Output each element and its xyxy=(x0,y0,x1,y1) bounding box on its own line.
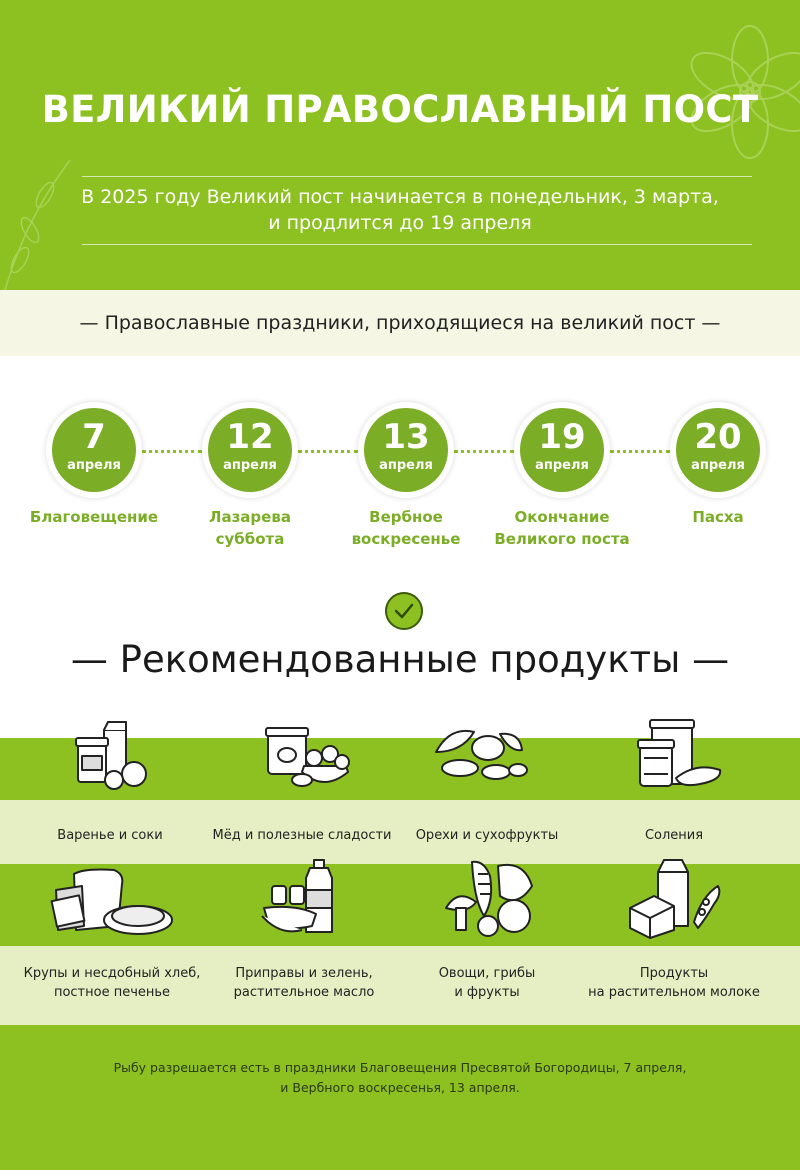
holiday-name-line: Благовещение xyxy=(29,508,159,526)
subtitle xyxy=(0,184,800,236)
plant-milk-icon xyxy=(624,856,724,940)
timeline-connector xyxy=(298,450,358,453)
honey-sweets-icon xyxy=(258,722,354,794)
product-label-line: растительное масло xyxy=(233,985,375,1000)
product-label-line: Продукты xyxy=(639,966,709,981)
footer-line-1: Рыбу разрешается есть в праздники Благовещения Пресвятой Богородицы, 7 апреля, xyxy=(113,1060,687,1075)
divider-top xyxy=(82,176,752,177)
date-badge xyxy=(676,408,760,492)
product-label xyxy=(204,964,404,1002)
holiday-name-line: Пасха xyxy=(692,508,744,526)
bread-cereal-icon xyxy=(44,868,176,940)
date-day: 19 xyxy=(538,417,586,457)
timeline-connector xyxy=(142,450,202,453)
timeline-connector xyxy=(454,450,514,453)
date-badge xyxy=(520,408,604,492)
date-month: апреля xyxy=(223,458,277,473)
date-day: 7 xyxy=(82,417,106,457)
jam-juice-icon xyxy=(72,718,156,794)
date-badge xyxy=(52,408,136,492)
holiday-name-line: Великого поста xyxy=(494,530,630,548)
date-month: апреля xyxy=(379,458,433,473)
date-circle xyxy=(46,402,142,498)
date-month: апреля xyxy=(67,458,121,473)
page-title: ВЕЛИКИЙ ПРАВОСЛАВНЫЙ ПОСТ xyxy=(41,88,759,131)
holiday-name xyxy=(175,506,325,550)
footer-line-2: и Вербного воскресенья, 13 апреля. xyxy=(280,1080,520,1095)
product-label-line: Варенье и соки xyxy=(57,828,163,843)
product-label xyxy=(10,826,210,845)
product-label-line: постное печенье xyxy=(53,985,171,1000)
date-circle xyxy=(670,402,766,498)
product-label-line: Мёд и полезные сладости xyxy=(212,828,392,843)
subtitle-line-2: и продлится до 19 апреля xyxy=(268,212,532,234)
holiday-name-line: Вербное xyxy=(369,508,443,526)
holiday-name xyxy=(643,506,793,528)
product-label xyxy=(387,826,587,845)
timeline-connector xyxy=(610,450,670,453)
holiday-name xyxy=(331,506,481,550)
product-label-line: Приправы и зелень, xyxy=(235,966,373,981)
product-label xyxy=(574,964,774,1002)
date-circle xyxy=(202,402,298,498)
holiday-name xyxy=(487,506,637,550)
product-label-line: Соления xyxy=(644,828,704,843)
product-label xyxy=(387,964,587,1002)
product-label-line: на растительном молоке xyxy=(588,985,760,1000)
product-label-line: и фрукты xyxy=(454,985,520,1000)
subtitle-line-1: В 2025 году Великий пост начинается в понедельник, 3 марта, xyxy=(81,186,719,208)
footer-note xyxy=(0,1058,800,1098)
product-label-line: Крупы и несдобный хлеб, xyxy=(23,966,201,981)
product-label xyxy=(202,826,402,845)
holiday-name-line: воскресенье xyxy=(351,530,461,548)
date-circle xyxy=(514,402,610,498)
holiday-name-line: Окончание xyxy=(514,508,610,526)
product-label-line: Орехи и сухофрукты xyxy=(415,828,559,843)
date-day: 12 xyxy=(226,417,274,457)
holiday-name-line: суббота xyxy=(215,530,285,548)
date-circle xyxy=(358,402,454,498)
pickles-icon xyxy=(636,718,728,792)
date-day: 13 xyxy=(382,417,430,457)
holidays-section-title: — Православные праздники, приходящиеся на великий пост — xyxy=(79,312,721,334)
header-panel xyxy=(0,0,800,290)
holiday-name-line: Лазарева xyxy=(209,508,291,526)
product-label xyxy=(574,826,774,845)
nuts-dried-fruits-icon xyxy=(430,722,530,788)
product-label-line: Овощи, грибы xyxy=(438,966,536,981)
date-month: апреля xyxy=(691,458,745,473)
spices-oil-icon xyxy=(256,856,352,940)
divider-bottom xyxy=(82,244,752,245)
date-day: 20 xyxy=(694,417,742,457)
products-section-title: — Рекомендованные продукты — xyxy=(70,638,730,681)
product-label xyxy=(12,964,212,1002)
check-icon xyxy=(385,592,423,630)
date-badge xyxy=(364,408,448,492)
date-badge xyxy=(208,408,292,492)
date-month: апреля xyxy=(535,458,589,473)
holiday-name xyxy=(19,506,169,528)
vegetables-mushrooms-fruits-icon xyxy=(438,856,542,940)
